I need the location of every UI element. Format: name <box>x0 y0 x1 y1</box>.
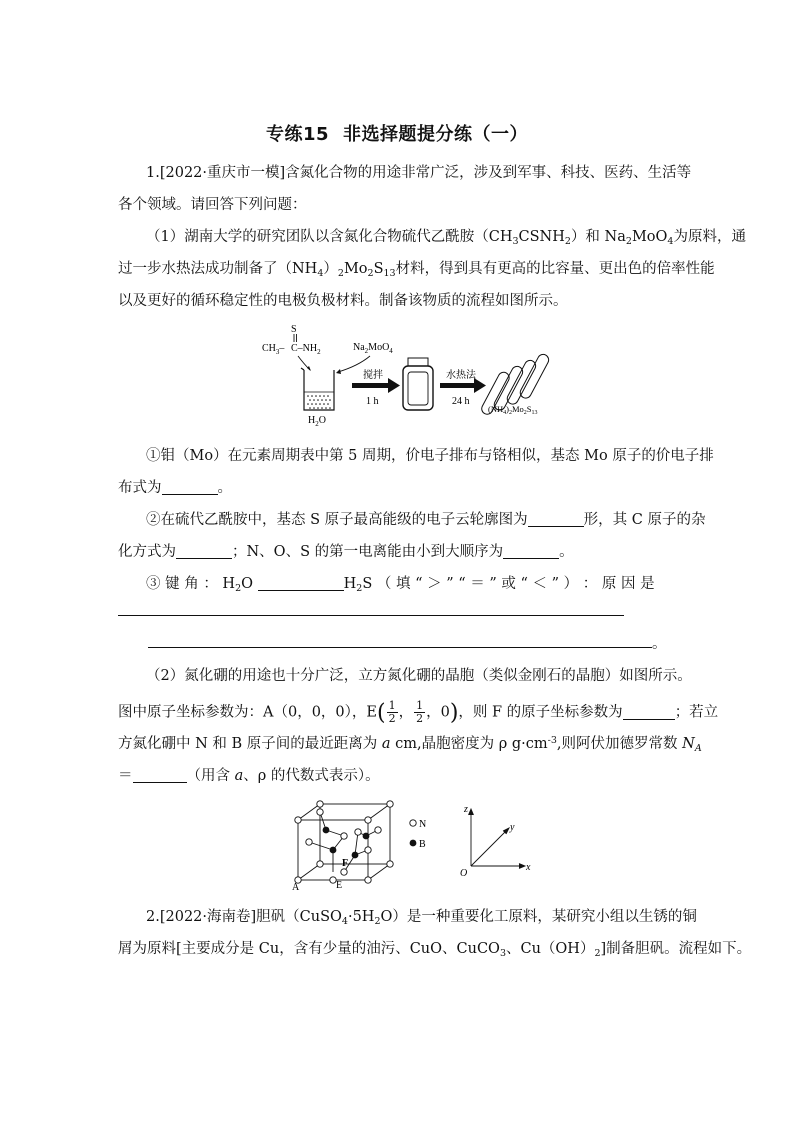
legend <box>410 819 427 850</box>
answer-blank-8[interactable] <box>623 705 675 720</box>
h2o-label: $H_2O$ <box>308 415 326 428</box>
answer-blank-5[interactable] <box>258 576 344 591</box>
answer-blank-3[interactable] <box>176 544 232 559</box>
q1-sub3-line1: ③ 键 角 ： $H_2O$ $H_2S$ （ 填 “ ＞ ” “ ＝ ” 或 “ ＜ ” ） ： 原 因 是 <box>146 576 655 594</box>
answer-blank-4[interactable] <box>503 544 559 559</box>
axis-z-label: z <box>464 804 468 815</box>
step-stir-label: 搅拌 <box>363 370 383 381</box>
bn-unit-cell-figure <box>288 800 548 892</box>
q1-sub2-line1: ②在硫代乙酰胺中，基态 S 原子最高能级的电子云轮廓图为 形，其 C 原子的杂 <box>146 512 706 528</box>
na2moo4-label: $Na_2MoO_4$ <box>353 342 393 355</box>
step-hydrothermal-label: 水热法 <box>446 370 476 381</box>
q1-intro-line2: 各个领域。请回答下列问题： <box>118 197 307 213</box>
answer-blank-9[interactable] <box>133 768 187 783</box>
step-stir-time: 1 h <box>366 396 379 407</box>
legend-n-marker <box>410 820 416 826</box>
answer-blank-1[interactable] <box>162 480 218 495</box>
answer-blank-2[interactable] <box>528 512 584 527</box>
legend-b-label: B <box>419 839 426 850</box>
q1-part2-line1: （2）氮化硼的用途也十分广泛，立方氮化硼的晶胞（类似金刚石的晶胞）如图所示。 <box>146 668 692 684</box>
page-title: 专练15 非选择题提分练（一） <box>265 124 529 145</box>
q1-part2-line2: 图中原子坐标参数为：A（0，0，0），E( $\frac{1}{2}$ ， $\frac{1}{2}$ ，0)，则 F 的原子坐标参数为 ；若立 <box>118 699 719 726</box>
origin-label: O <box>460 868 468 879</box>
q2-line2: 屑为原料[主要成分是 Cu，含有少量的油污、CuO、CuCO$_3$、$Cu(OH)_2$]制备胆矾。流程如下。 <box>118 941 752 959</box>
ch3-label: $CH_3-$ <box>262 343 285 356</box>
axes <box>469 809 526 869</box>
q2-line1: 2.[2022·海南卷]胆矾$(CuSO_4\cdot 5H_2O)$是一种重要化工原料，某研究小组以生锈的铜 <box>146 909 697 927</box>
q1-intro-line1: 1.[2022·重庆市一模]含氮化合物的用途非常广泛，涉及到军事、科技、医药、生活等 <box>146 165 692 181</box>
line-end-period: 。 <box>652 636 667 652</box>
q1-part2-line3: 方氮化硼中 N 和 B 原子间的最近距离为 a cm,晶胞密度为 ρ $g\cdot cm^{-3}$,则阿伏加德罗常数 $N_A$ <box>118 735 702 754</box>
legend-n-label: N <box>419 819 427 830</box>
product-label: $(NH_4)_2Mo_2S_{13}$ <box>488 404 538 416</box>
q1-part1-line1: （1）湖南大学的研究团队以含氮化合物硫代乙酰胺$(CH_3CSNH_2)$和 $Na_2MoO_4$为原料，通 <box>146 229 746 247</box>
q1-part1-line2: 过一步水热法成功制备了$(NH_4)_2Mo_2S_{13}$材料，得到具有更高的比容量、更出色的倍率性能 <box>118 261 715 279</box>
c-nh2-label: $C-NH_2$ <box>291 343 321 356</box>
q1-sub1-line1: ①钼（Mo）在元素周期表中第 5 周期，价电子排布与铬相似，基态 Mo 原子的价电子排 <box>146 448 714 464</box>
sulfur-atom-label: S <box>291 324 297 335</box>
q1-part1-line3: 以及更好的循环稳定性的电极负极材料。制备该物质的流程如图所示。 <box>118 293 568 309</box>
legend-b-marker <box>410 840 417 847</box>
q1-sub1-line2: 布式为 。 <box>118 480 232 496</box>
beaker-icon <box>301 368 334 410</box>
axis-y-label: y <box>510 822 515 833</box>
n-atoms <box>295 801 393 883</box>
answer-line-6[interactable] <box>118 615 624 616</box>
autoclave-icon <box>403 358 433 410</box>
step-hydrothermal-time: 24 h <box>452 396 470 407</box>
synthesis-flow-figure <box>258 318 558 428</box>
q1-part2-line4: ＝ （用含 a、ρ 的代数式表示）。 <box>118 768 380 784</box>
axis-x-label: x <box>526 862 531 873</box>
label-a: A <box>292 882 300 892</box>
label-e: E <box>336 880 343 891</box>
label-f: F <box>342 858 349 869</box>
q1-sub2-line2: 化方式为 ；N、O、S 的第一电离能由小到大顺序为 。 <box>118 544 574 560</box>
answer-line-7[interactable] <box>148 647 652 648</box>
